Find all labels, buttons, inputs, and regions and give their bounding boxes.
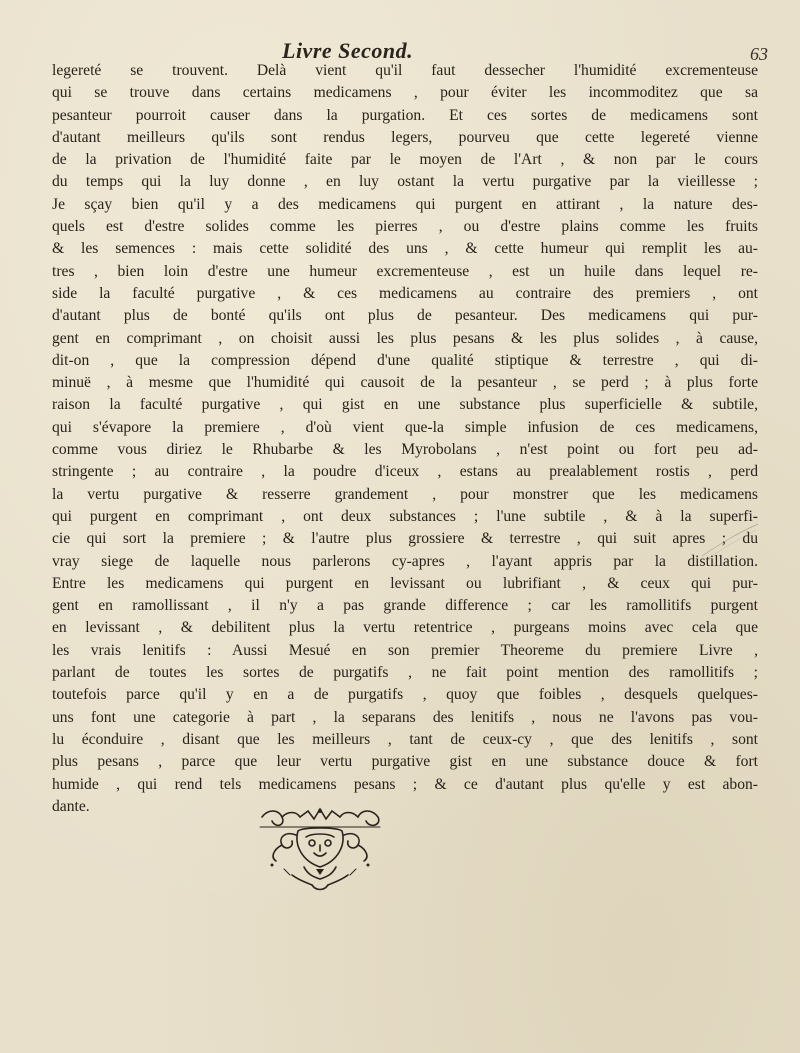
text-line: legereté se trouvent. Delà vient qu'il faut dessecher l'humidité excrementeuse [52,62,758,79]
text-line: vray siege de laquelle nous parlerons cy-apres , l'ayant appris par la distillation. [52,552,758,570]
text-line: Je sçay bien qu'il y a des medicamens qui purgent en attirant , la nature des- [52,195,758,213]
text-line: dit-on , que la compression dépend d'une qualité stiptique & terrestre , qui di- [52,351,758,369]
text-line: Entre les medicamens qui purgent en levissant ou lubrifiant , & ceux qui pur- [52,574,758,592]
text-line: de la privation de l'humidité faite par le moyen de l'Art , & non par le cours [52,151,758,169]
text-line: uns font une categorie à part , la separans des lenitifs , nous ne l'avons pas vou- [52,708,758,726]
text-line: quels est d'estre solides comme les pierres , ou d'estre plains comme les fruits [52,218,758,236]
text-line: toutefois parce qu'il y en a de purgatifs , quoy que foibles , desquels quelques- [52,686,758,704]
text-line: du temps qui la luy donne , en luy ostant la vertu purgative par la vieillesse ; [52,173,758,191]
text-line: lu éconduire , disant que les meilleurs , tant de ceux-cy , que des lenitifs , sont [52,730,758,748]
text-line: d'autant plus de bonté qu'ils ont plus de pesanteur. Des medicamens qui pur- [52,307,758,325]
woodcut-tailpiece-icon [252,805,387,893]
text-line: plus pesans , parce que leur vertu purgative gist en une substance douce & fort [52,753,758,771]
text-line: side la faculté purgative , & ces medicamens au contraire des premiers , ont [52,284,758,302]
text-line: en levissant , & debilitent plus la vertu retentrice , purgeans moins avec cela que [52,619,758,637]
text-line: comme vous diriez le Rhubarbe & les Myrobolans , n'est point ou fort peu ad- [52,441,758,459]
text-line: gent en comprimant , on choisit aussi les plus pesans & les plus solides , à cause, [52,329,758,347]
text-line: stringente ; au contraire , la poudre d'iceux , estans au prealablement rostis , perd [52,463,758,481]
text-line: dante. [52,797,90,815]
text-line: qui se trouve dans certains medicamens , pour éviter les incommoditez que sa [52,84,758,102]
text-line: pesanteur pourroit causer dans la purgation. Et ces sortes de medicamens sont [52,106,758,124]
running-head: Livre Second. [282,38,414,63]
text-line: les vrais lenitifs : Aussi Mesué en son premier Theoreme du premiere Livre , [52,641,758,659]
margin-pen-mark [700,520,760,560]
text-line: gent en ramollissant , il n'y a pas grande difference ; car les ramollitifs purgent [52,597,758,615]
text-line: raison la faculté purgative , qui gist en une substance plus superficielle & subtile, [52,396,758,414]
text-line: qui s'évapore la premiere , d'où vient que-la simple infusion de ces medicamens, [52,418,758,436]
text-line: qui purgent en comprimant , ont deux substances ; l'une subtile , & à la superfi- [52,507,758,525]
text-line: la vertu purgative & resserre grandement , pour monstrer que les medicamens [52,485,758,503]
page-number: 63 [750,44,768,64]
text-line: tres , bien loin d'estre une humeur excrementeuse , est un huile dans lequel re- [52,262,758,280]
body-text [52,60,758,818]
text-line: cie qui sort la premiere ; & l'autre plus grossiere & terrestre , qui suit apres ; du [52,530,758,548]
text-line: humide , qui rend tels medicamens pesans ; & ce d'autant plus qu'elle y est abon- [52,775,758,793]
text-line: parlant de toutes les sortes de purgatifs , ne fait point mention des ramollitifs ; [52,664,758,682]
text-line: minuë , à mesme que l'humidité qui causoit de la pesanteur , se perd ; à plus forte [52,374,758,392]
text-line: & les semences : mais cette solidité des uns , & cette humeur qui remplit les au- [52,240,758,258]
text-line: d'autant meilleurs qu'ils sont rendus legers, pourveu que cette legereté vienne [52,128,758,146]
